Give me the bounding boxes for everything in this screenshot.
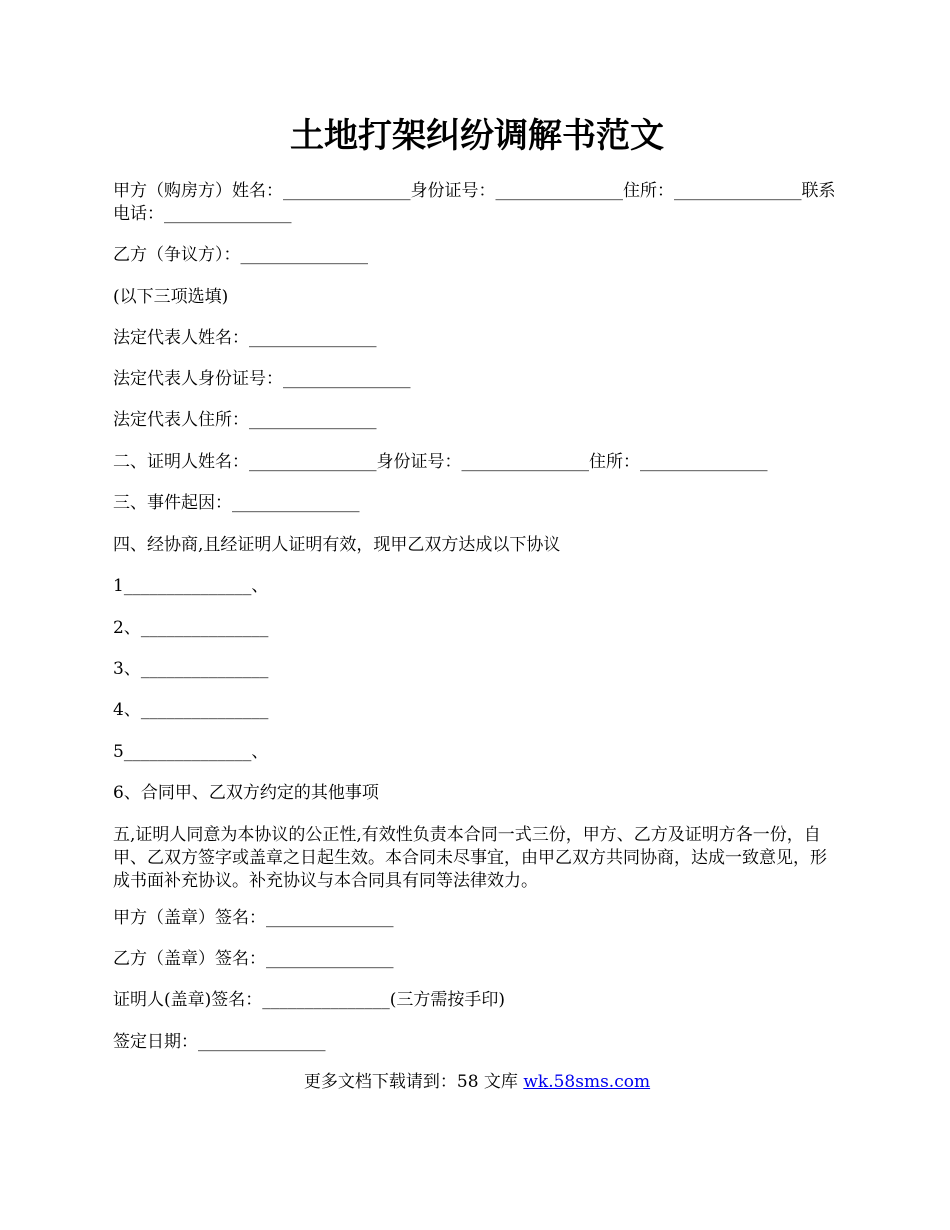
witness-clause: 五,证明人同意为本协议的公正性,有效性负责本合同一式三份，甲方、乙方及证明方各一份，自甲、乙双方签字或盖章之日起生效。本合同未尽事宜，由甲乙双方共同协商，达成一致意见，形成书面补充协议。补充协议与本合同具有同等法律效力。 xyxy=(113,825,827,891)
legal-rep-name: 法定代表人姓名：_______________ xyxy=(113,328,377,348)
agreement-item-6: 6、合同甲、乙双方约定的其他事项 xyxy=(113,783,379,803)
agreement-item-3: 3、_______________ xyxy=(113,659,269,679)
signing-date: 签定日期：_______________ xyxy=(113,1032,326,1052)
optional-note: (以下三项选填) xyxy=(113,287,229,307)
legal-rep-id: 法定代表人身份证号：_______________ xyxy=(113,369,411,389)
legal-rep-address: 法定代表人住所：_______________ xyxy=(113,410,377,430)
agreement-item-5: 5_______________、 xyxy=(113,742,269,762)
document-title: 土地打架纠纷调解书范文 xyxy=(290,116,664,156)
party-b-info: 乙方（争议方）：_______________ xyxy=(113,245,368,265)
agreement-item-4: 4、_______________ xyxy=(113,700,269,720)
party-a-info: 甲方（购房方）姓名：_______________身份证号：_______________住所：_______________联系电话：_______________ xyxy=(113,181,836,224)
witness-signature: 证明人(盖章)签名：_______________(三方需按手印) xyxy=(113,990,506,1010)
party-a-signature: 甲方（盖章）签名：_______________ xyxy=(113,908,394,928)
footer-link[interactable]: wk.58sms.com xyxy=(523,1072,651,1092)
agreement-intro: 四、经协商,且经证明人证明有效，现甲乙双方达成以下协议 xyxy=(113,535,561,555)
footer-text: 更多文档下载请到：58 文库 xyxy=(303,1072,524,1092)
agreement-item-1: 1_______________、 xyxy=(113,576,269,596)
witness-info: 二、证明人姓名：_______________身份证号：_______________住所：_______________ xyxy=(113,452,768,472)
agreement-item-2: 2、_______________ xyxy=(113,618,269,638)
party-b-signature: 乙方（盖章）签名：_______________ xyxy=(113,949,394,969)
footer xyxy=(113,1071,841,1094)
incident-cause: 三、事件起因：_______________ xyxy=(113,493,360,513)
